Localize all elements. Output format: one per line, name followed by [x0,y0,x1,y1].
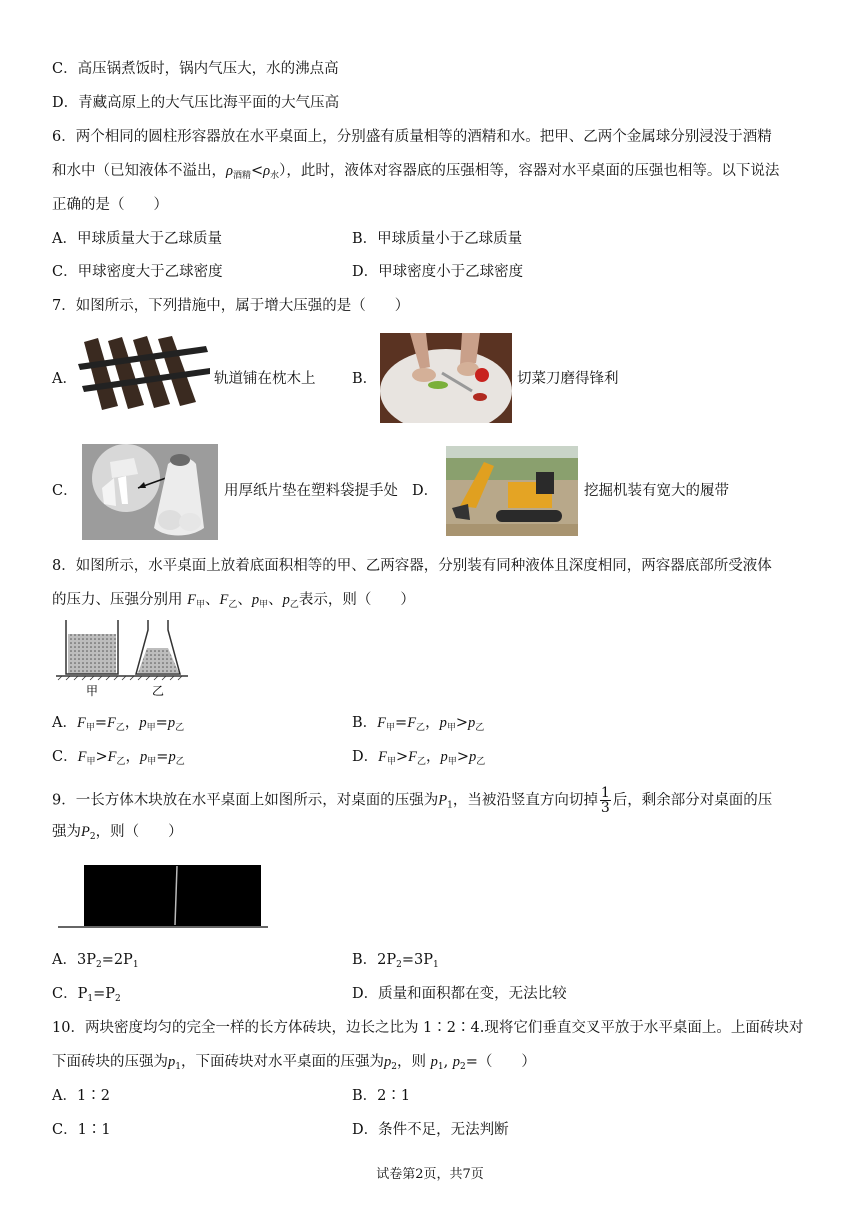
q7-caption-c: 用厚纸片垫在塑料袋提手处 [224,483,398,499]
q8-option-c: C．$F_甲>F_乙$，$p_甲=p_乙$ [52,749,185,767]
q10-option-c: C．1∶1 [52,1122,111,1138]
q7-label-d: D． [412,483,439,499]
q7-label-c: C． [52,483,78,499]
q6-option-d: D．甲球密度小于乙球密度 [352,264,524,280]
q7-caption-d: 挖掘机装有宽大的履带 [584,483,729,499]
plastic-bag-handle-photo [82,444,218,540]
q6-option-c: C．甲球密度大于乙球密度 [52,264,223,280]
q6-option-a: A．甲球质量大于乙球质量 [52,231,222,247]
q5-option-d: D．青藏高原上的大气压比海平面的大气压高 [52,95,340,111]
q7-stem: 7．如图所示，下列措施中，属于增大压强的是（ ） [52,298,410,314]
q7-caption-b: 切菜刀磨得锋利 [517,371,619,387]
q9-option-a: A．$3P_2=2P_1$ [52,952,139,970]
label-yi: 乙 [151,684,165,698]
label-jia: 甲 [85,684,99,698]
q7-caption-a: 轨道铺在枕木上 [214,371,316,387]
q6-option-b: B．甲球质量小于乙球质量 [352,231,523,247]
q7-label-b: B． [352,371,378,387]
q6-stem-line2: 和水中（已知液体不溢出，$\rho_{酒精}<\rho_水$），此时，液体对容器底的压强相等，容器对水平桌面的压强也相等。以下说法 [52,163,780,181]
container-jia-liquid [68,634,116,674]
q10-stem-line1: 10．两块密度均匀的完全一样的长方体砖块，边长之比为 1∶2∶4.现将它们垂直交叉平放于水平桌面上。上面砖块对 [52,1020,804,1036]
wood-block-diagram [56,862,270,932]
q9-option-b: B．$2P_2=3P_1$ [352,952,439,970]
q6-stem-line3: 正确的是（ ） [52,197,168,213]
q9-option-d: D．质量和面积都在变，无法比较 [352,986,567,1002]
excavator-photo [446,446,578,536]
q8-option-d: D．$F_甲>F_乙$，$p_甲>p_乙$ [352,749,486,767]
q9-stem-line1: 9．一长方体木块放在水平桌面上如图所示，对桌面的压强为$P_1$，当被沿竖直方向切掉 $\frac{1}{3}$ 后，剩余部分对桌面的压 [52,785,773,816]
q8-option-a: A．$F_甲=F_乙$，$p_甲=p_乙$ [52,715,185,733]
q10-option-a: A．1∶2 [52,1088,110,1104]
page-footer: 试卷第2页，共7页 [376,1167,484,1182]
containers-diagram [54,618,190,700]
cutting-vegetables-photo [380,333,512,423]
q6-stem-line1: 6．两个相同的圆柱形容器放在水平桌面上，分别盛有质量相等的酒精和水。把甲、乙两个金属球分别浸没于酒精 [52,129,772,145]
q9-option-c: C．$P_1=P_2$ [52,986,121,1004]
fraction-one-third: $\frac{1}{3}$ [600,785,610,816]
q9-stem-line2: 强为$P_2$，则（ ） [52,824,183,842]
q7-label-a: A． [52,371,77,387]
wood-block [84,865,261,926]
q8-stem-line1: 8．如图所示，水平桌面上放着底面积相等的甲、乙两容器，分别装有同种液体且深度相同，两容器底部所受液体 [52,558,772,574]
q8-option-b: B．$F_甲=F_乙$，$p_甲>p_乙$ [352,715,485,733]
q10-option-b: B．2∶1 [352,1088,411,1104]
container-yi-liquid [138,648,179,673]
q10-option-d: D．条件不足，无法判断 [352,1122,509,1138]
q5-option-c: C．高压锅煮饭时，锅内气压大，水的沸点高 [52,61,339,77]
q8-stem-line2: 的压力、压强分别用 $F_甲$、$F_乙$、$p_甲$、$p_乙$表示，则（ ） [52,592,415,610]
railway-track-image [78,336,210,414]
q10-stem-line2: 下面砖块的压强为$p_1$，下面砖块对水平桌面的压强为$p_2$，则 $p_1$, $p_2=$（ ） [52,1054,536,1072]
